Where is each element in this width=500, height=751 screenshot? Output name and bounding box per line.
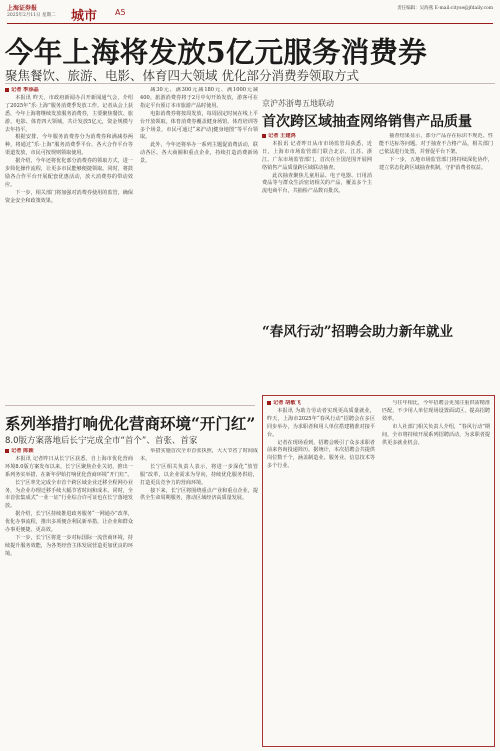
cross-region-article-continued bbox=[379, 133, 493, 293]
cross-region-article bbox=[262, 133, 372, 293]
lead-article-column bbox=[5, 87, 133, 407]
newspaper-logo: 上海证券报 bbox=[7, 5, 38, 12]
page-number: A5 bbox=[115, 8, 126, 17]
paragraph: 下一步，相关部门将加强对消费券使用的监管，确保资金安全和政策效果。 bbox=[5, 189, 133, 204]
paragraph: 举措实施首次全市首张执照，大大节省了时间成本。 bbox=[140, 448, 258, 462]
paragraph: 此外，今年还将举办一系列主题促消费活动，联动各区、各大商圈和重点企业，持续打造消费新场景。 bbox=[140, 142, 258, 165]
paragraph: 长宁区率先完成全市首个跨区域企业迁移全程网办业务，为企业办理迁移手续大幅节省时间和成本。同时，全市首张集成式“一业一证”行业综合许可证也在长宁落地发放。 bbox=[5, 479, 133, 510]
paragraph: 减30元、满300元减180元、满1000元减400。旅游消费券将于2月中旬开始发放，游客可在指定平台预订本市旅游产品时使用。 bbox=[140, 87, 258, 109]
paragraph: 记者在现场看到，招聘会吸引了众多求职者前来咨询投递简历。据统计，本次招聘会共提供岗位数千个，涵盖制造业、服务业、信息技术等多个行业。 bbox=[267, 439, 375, 470]
business-headline: 系列举措打响优化营商环境“开门红” bbox=[5, 414, 256, 433]
lead-headline: 今年上海将发放5亿元服务消费券 bbox=[5, 35, 427, 69]
editor-contact: 责任编辑：吴海燕 E-mail:cityse@jfdaily.com bbox=[397, 6, 493, 11]
lead-subheadline: 聚焦餐饮、旅游、电影、体育四大领域 优化部分消费券领取方式 bbox=[5, 68, 359, 83]
business-article-continued bbox=[140, 448, 258, 746]
byline-square-icon bbox=[5, 449, 9, 453]
paragraph: 据介绍，今年还将优化部分消费券的领取方式，进一步简化操作流程，让更多市民能够便捷领取。同时，将鼓励各合作平台开展配套优惠活动，放大消费券的带动效应。 bbox=[5, 158, 133, 188]
paragraph: 与往年相比，今年招聘会更加注重供需精准匹配，不少用人单位现场设置面试区，提高招聘效率。 bbox=[382, 400, 490, 422]
paragraph: 根据安排，今年服务消费券分为消费券和满减券两种，将通过“乐·上海”服务消费季平台、各大合作平台等渠道发放，市民可按规则领取使用。 bbox=[5, 134, 133, 157]
byline-square-icon bbox=[267, 401, 271, 405]
paragraph: 抽查结果显示，部分产品存在标识不规范、性能不达标等问题。对于抽查不合格产品，相关部门已依法进行处置，并督促平台下架。 bbox=[379, 133, 493, 155]
business-article bbox=[5, 448, 133, 746]
job-fair-byline: 记者 胡敏飞 bbox=[267, 400, 375, 408]
divider bbox=[5, 83, 495, 84]
byline-square-icon bbox=[5, 88, 9, 92]
business-subheadline: 8.0版方案落地后长宁完成全市“首个”、首张、首家 bbox=[5, 436, 198, 446]
article-headline: 首次跨区域抽查网络销售产品质量 bbox=[262, 114, 472, 130]
lead-article-continued bbox=[140, 87, 258, 407]
paragraph: 长宁区相关负责人表示，将进一步深化“放管服”改革，以企业需求为导向，持续优化服务供给，打造更具竞争力的营商环境。 bbox=[140, 463, 258, 486]
paragraph: 市人社部门相关负责人介绍，“春风行动”期间，全市将持续开展系列招聘活动，为求职者提供更多就业机会。 bbox=[382, 423, 490, 446]
paragraph: 下一步，长宁区将进一步对标国际一流营商环境，持续提升服务效能，为各类经营主体发展营造更加优良的环境。 bbox=[5, 534, 133, 557]
masthead bbox=[7, 4, 493, 24]
paragraph: 下一步，五地市场监管部门将持续深化协作，建立常态化跨区域抽查机制，守护消费者权益。 bbox=[379, 156, 493, 171]
paragraph: 本报讯 昨天，市政府新闻办召开新闻通气会，介绍了2025年“乐·上海”服务消费季发放工作。记者从会上获悉，今年上海将继续发放服务消费券，主要聚焦餐饮、旅游、电影、体育四大领域，共计发放5亿元，资金规模与去年持平。 bbox=[5, 94, 133, 133]
byline-square-icon bbox=[262, 134, 266, 138]
job-fair-headline: “春风行动”招聘会助力新年就业 bbox=[262, 324, 454, 340]
masthead-left bbox=[7, 5, 69, 19]
business-byline: 记者 陈颖 bbox=[5, 448, 133, 456]
paragraph: 电影消费券将按周发放，每周固定时间在线上平台开放领取。体育消费券覆盖健身场馆、体育培训等多个场景，市民可通过“来沪动|健身地图”等平台领取。 bbox=[140, 110, 258, 141]
paragraph: 此次抽查聚焦儿童用品、电子电器、日用消费品等与群众生活密切相关的产品，覆盖多个主流电商平台，共抽检产品数百批次。 bbox=[262, 172, 372, 195]
paragraph: 本报讯 为助力劳动者实现更高质量就业，昨天，上海市2025年“春风行动”招聘会在多区同步举办，为求职者和用人单位搭建精准对接平台。 bbox=[267, 407, 375, 438]
paragraph: 据介绍，长宁区持续推进政务服务“一网通办”改革，优化办事流程，推出多项便企利民新举措，让企业和群众办事更便捷、更高效。 bbox=[5, 511, 133, 534]
section-name: 城市 bbox=[71, 9, 98, 24]
paragraph: 本报讯 记者昨日从市市场监管局获悉，近日，上海市市场监管部门联合北京、江苏、浙江、广东市场监管部门，首次在全国范围开展网络销售产品质量跨区域联动抽查。 bbox=[262, 140, 372, 171]
divider bbox=[5, 405, 255, 406]
article-byline: 记者 王建鸿 bbox=[262, 133, 372, 141]
article-kicker: 京沪苏浙粤五地联动 bbox=[262, 99, 334, 108]
paragraph: 本报讯 记者昨日从长宁区获悉，自上海市优化营商环境8.0版方案发布以来，长宁区聚焦企业关切，推出一系列务实举措，在新年伊始打响优化营商环境“开门红”。 bbox=[5, 455, 133, 478]
lead-byline: 记者 季添晶 bbox=[5, 87, 133, 95]
job-fair-article-continued bbox=[382, 400, 490, 742]
paragraph: 接下来，长宁区将围绕重点产业和重点企业，提供全生命周期服务，推动区域经济高质量发展。 bbox=[140, 487, 258, 502]
job-fair-article bbox=[267, 400, 375, 742]
issue-date: 2025年2月11日 星期二 bbox=[7, 13, 56, 18]
